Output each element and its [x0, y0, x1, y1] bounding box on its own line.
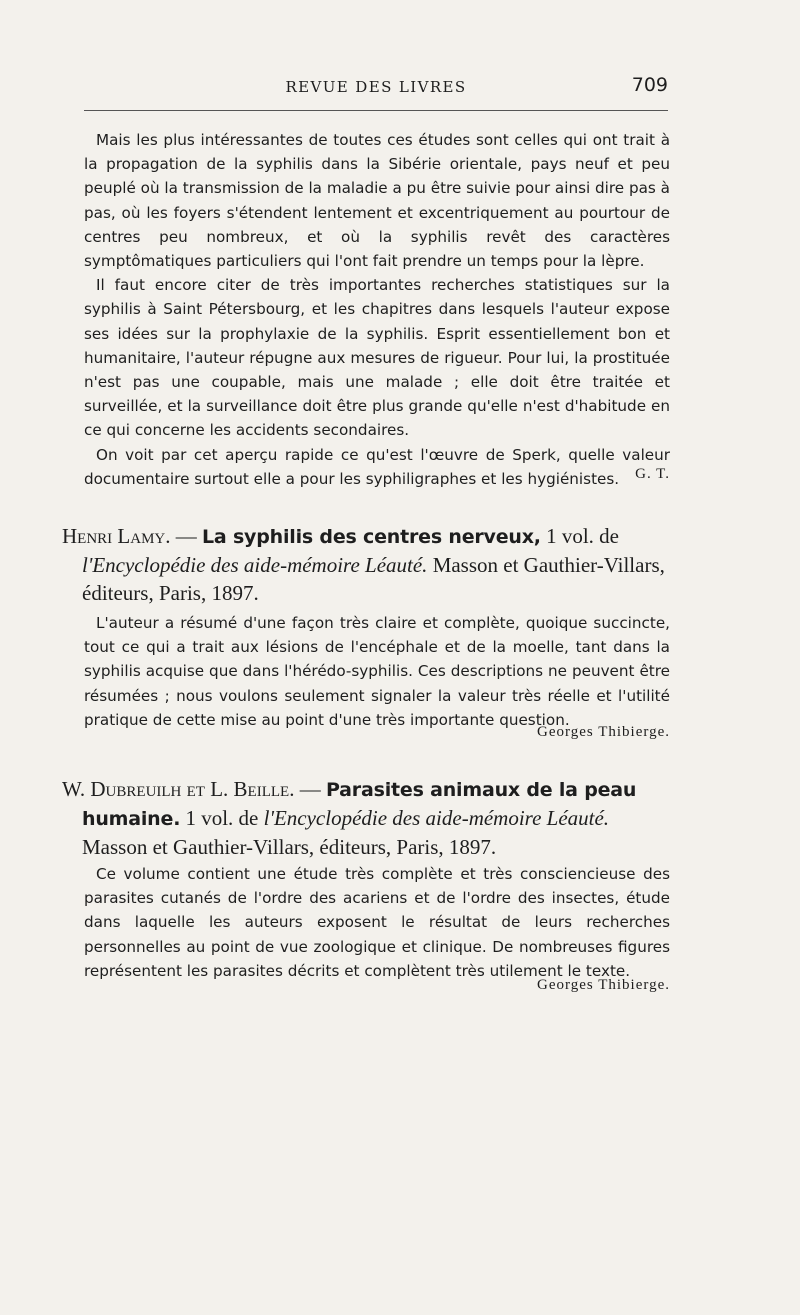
paragraph: Il faut encore citer de très importantes recherches statistiques sur la syphilis à Saint Pétersbourg, et les chapitres dans lesquels l'auteur expose ses idées sur la prophylaxie de la syphilis. Esprit essentiellement bon et humanitaire, l'auteur répugne aux mesures de rigueur. Pour lui, la prostituée n'est pas une coupable, mais une malade ; elle doit être traitée et surveillée, et la surveillance doit être plus grande qu'elle n'est d'habitude en ce qui concerne les accidents secondaires. — [84, 276, 670, 440]
signature-thibierge: Georges Thibierge. — [537, 977, 670, 993]
publisher: Masson et Gauthier-Villars, éditeurs, Paris, 1897. — [82, 553, 665, 605]
review-lamy-body — [84, 611, 670, 732]
review-dubreuilh-body — [84, 862, 670, 983]
signature-gt: G. T. — [635, 466, 670, 482]
paragraph: Mais les plus intéressantes de toutes ces études sont celles qui ont trait à la propagation de la syphilis dans la Sibérie orientale, pays neuf et peu peuplé où la transmission de la maladie a pu être suivie pour ainsi dire pas à pas, où les foyers s'étendent lentement et excentriquement au pourtour de centres peu nombreux, et où la syphilis revêt des caractères symptômatiques particuliers qui l'ont fait prendre un temps pour la lèpre. — [84, 131, 670, 271]
paragraph: Ce volume contient une étude très complète et très consciencieuse des parasites cutanés de l'ordre des acariens et de l'ordre des insectes, étude dans laquelle les auteurs exposent le résultat de leurs recherches personnelles au point de vue zoologique et clinique. De nombreuses figures représentent les parasites décrits et complètent très utilement le texte. — [84, 865, 670, 980]
page-header — [84, 74, 668, 98]
paragraph: On voit par cet aperçu rapide ce qu'est l'œuvre de Sperk, quelle valeur documentaire surtout elle a pour les syphiligraphes et les hygiénistes. — [84, 445, 670, 488]
publisher: Masson et Gauthier-Villars, éditeurs, Paris, 1897. — [82, 835, 497, 859]
book-title: Parasites animaux de la peau humaine. — [82, 779, 637, 830]
series-name: l'Encyclopédie des aide-mémoire Léauté. — [263, 806, 610, 830]
heading-text — [62, 775, 670, 861]
dash: — — [170, 524, 202, 548]
author-name: Henri Lamy. — [62, 524, 171, 548]
header-rule — [84, 110, 668, 111]
dash: — — [294, 777, 326, 801]
review-dubreuilh-heading — [62, 775, 670, 861]
review-lamy-heading — [62, 522, 670, 607]
heading-text — [62, 522, 670, 607]
volume-note: 1 vol. de — [540, 524, 619, 548]
signature-thibierge: Georges Thibierge. — [537, 724, 670, 740]
paragraph: L'auteur a résumé d'une façon très claire et complète, quoique succincte, tout ce qui a trait aux lésions de l'encéphale et de la moelle, tant dans la syphilis acquise que dans l'hérédo-syphilis. Ces descriptions ne peuvent être résumées ; nous voulons seulement signaler la valeur très réelle et l'utilité pratique de cette mise au point d'une très importante question. — [84, 614, 670, 729]
volume-note: 1 vol. de — [180, 806, 264, 830]
series-name: l'Encyclopédie des aide-mémoire Léauté. — [82, 553, 428, 577]
running-title: REVUE DES LIVRES — [285, 78, 467, 96]
page-number: 709 — [631, 74, 668, 96]
book-title: La syphilis des centres nerveux, — [202, 526, 541, 548]
review-sperk-body — [84, 128, 670, 491]
author-name: W. Dubreuilh et L. Beille. — [62, 777, 295, 801]
